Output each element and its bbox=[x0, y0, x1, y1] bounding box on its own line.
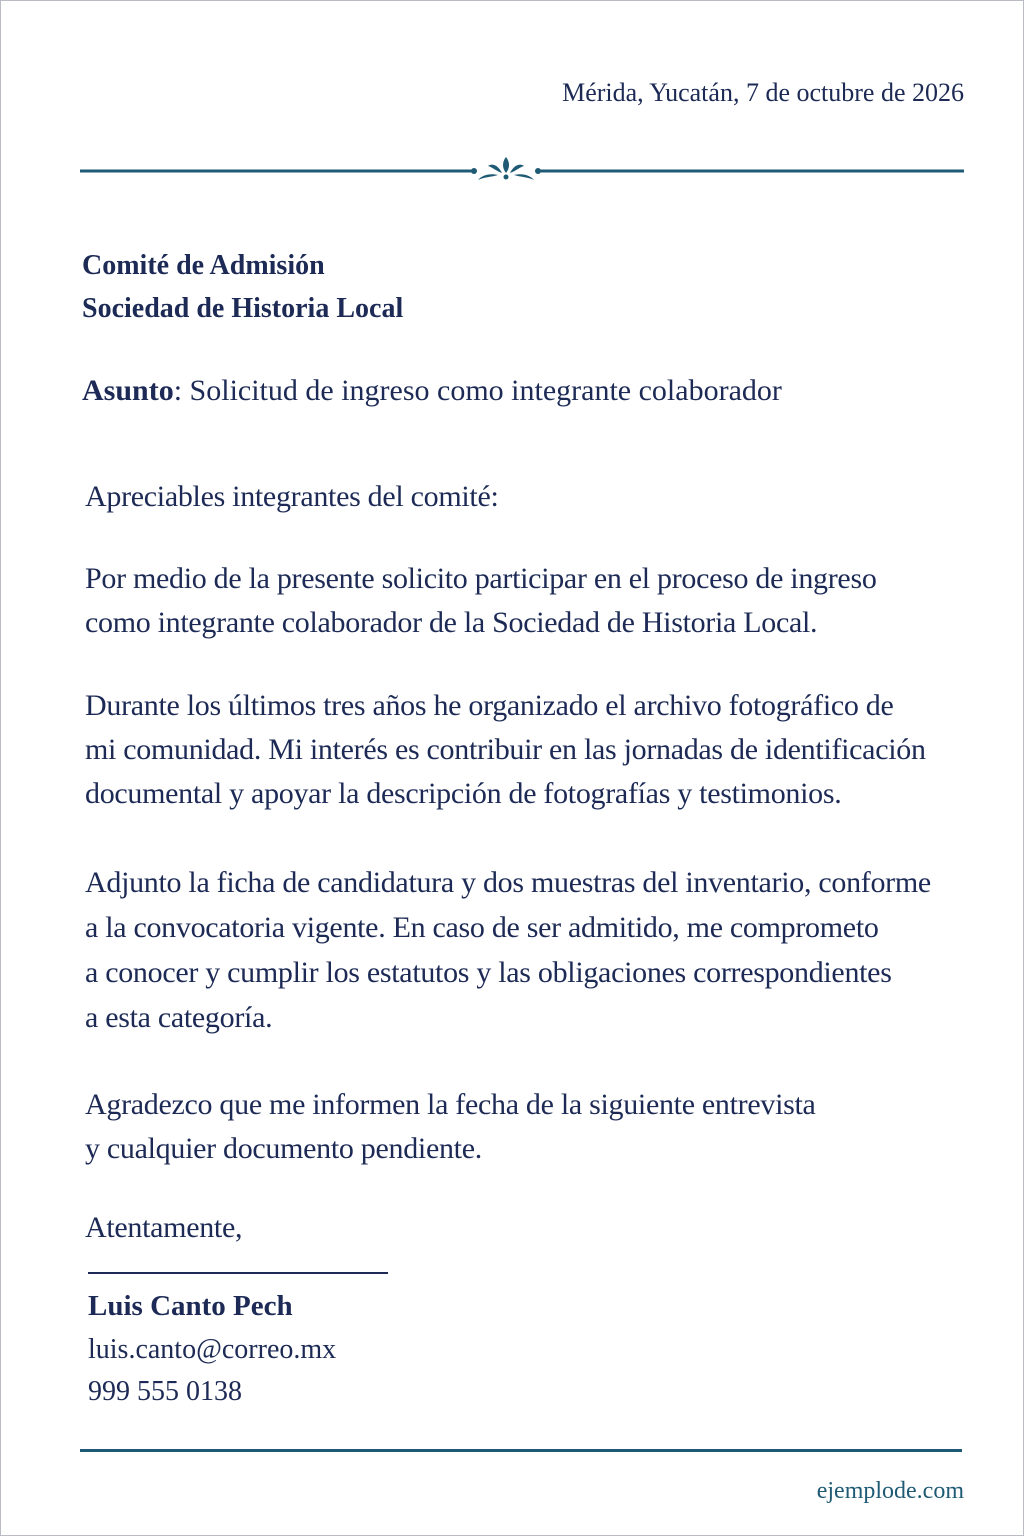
footer-site-link[interactable]: ejemplode.com bbox=[816, 1478, 964, 1504]
closing: Atentamente, bbox=[85, 1211, 243, 1244]
paragraph-line: a esta categoría. bbox=[85, 1001, 273, 1034]
paragraph-1 bbox=[85, 557, 965, 645]
signer-email: luis.canto@correo.mx bbox=[88, 1334, 337, 1365]
paragraph-2 bbox=[85, 684, 965, 816]
paragraph-4 bbox=[85, 1083, 965, 1171]
subject-text: Solicitud de ingreso como integrante colaborador bbox=[182, 374, 782, 407]
paragraph-line: Por medio de la presente solicito participar en el proceso de ingreso bbox=[85, 562, 877, 595]
signature-line bbox=[88, 1272, 388, 1274]
paragraph-line: a la convocatoria vigente. En caso de ser admitido, me comprometo bbox=[85, 911, 879, 944]
subject-separator: : bbox=[173, 374, 183, 407]
paragraph-line: Durante los últimos tres años he organizado el archivo fotográfico de bbox=[85, 689, 894, 722]
recipient-committee: Comité de Admisión bbox=[82, 250, 325, 281]
date-line: Mérida, Yucatán, 7 de octubre de 2026 bbox=[562, 78, 964, 107]
header-rule-svg bbox=[80, 156, 964, 186]
paragraph-line: Agradezco que me informen la fecha de la siguiente entrevista bbox=[85, 1088, 816, 1121]
recipient-block bbox=[82, 244, 403, 330]
paragraph-line: y cualquier documento pendiente. bbox=[85, 1132, 482, 1165]
signer-name: Luis Canto Pech bbox=[88, 1290, 293, 1322]
signer-phone: 999 555 0138 bbox=[88, 1376, 242, 1407]
paragraph-line: mi comunidad. Mi interés es contribuir en las jornadas de identificación bbox=[85, 733, 926, 766]
subject-line bbox=[82, 374, 782, 408]
salutation: Apreciables integrantes del comité: bbox=[85, 480, 499, 513]
paragraph-line: como integrante colaborador de la Sociedad de Historia Local. bbox=[85, 606, 818, 639]
paragraph-line: documental y apoyar la descripción de fotografías y testimonios. bbox=[85, 777, 842, 810]
fleuron-ornament-icon bbox=[471, 157, 541, 180]
paragraph-line: a conocer y cumplir los estatutos y las obligaciones correspondientes bbox=[85, 956, 892, 989]
subject-label: Asunto bbox=[82, 374, 174, 407]
paragraph-line: Adjunto la ficha de candidatura y dos muestras del inventario, conforme bbox=[85, 866, 931, 899]
recipient-organization: Sociedad de Historia Local bbox=[82, 293, 404, 324]
footer-rule bbox=[80, 1449, 962, 1452]
paragraph-3 bbox=[85, 860, 965, 1040]
header-ornament-rule bbox=[80, 156, 964, 186]
